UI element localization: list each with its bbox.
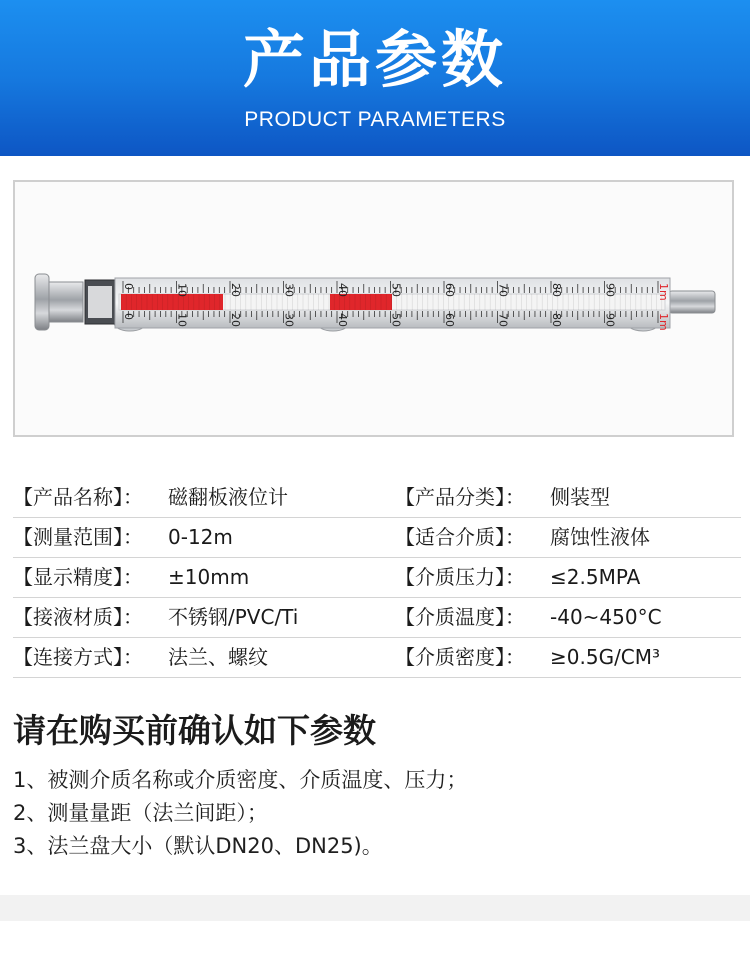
param-label: 【显示精度】： [13, 565, 143, 589]
confirm-list [13, 764, 467, 863]
param-label: 【接液材质】： [13, 605, 143, 629]
footer-spacer [0, 921, 750, 974]
parameter-table [13, 478, 741, 678]
param-value: 法兰、螺纹 [168, 645, 268, 669]
param-value: ±10mm [168, 565, 250, 589]
scale-label: 60 [443, 313, 456, 327]
scale-label: 90 [603, 283, 617, 297]
scale-label: 30 [282, 283, 296, 297]
scale-label: 10 [175, 283, 189, 297]
scale-label: 70 [496, 283, 510, 297]
footer-band [0, 895, 750, 974]
scale-label: 1m [657, 313, 670, 331]
param-label: 【介质密度】： [395, 645, 525, 669]
right-pipe [669, 291, 715, 313]
scale-label: 1m [657, 283, 670, 301]
scale-label: 20 [229, 283, 242, 297]
scale-label: 10 [175, 313, 189, 327]
left-flange [35, 274, 49, 330]
param-value: ≥0.5G/CM³ [550, 645, 661, 669]
param-label: 【测量范围】： [13, 525, 143, 549]
scale-label: 50 [389, 283, 403, 297]
left-flange-neck [49, 282, 83, 322]
name-plate-face [88, 286, 112, 318]
scale-label: 60 [443, 283, 456, 297]
scale-label: 80 [550, 283, 563, 297]
scale-label: 0 [122, 283, 135, 290]
header-banner [0, 0, 750, 156]
page-subtitle: PRODUCT PARAMETERS [244, 108, 506, 131]
product-photo [13, 180, 734, 437]
param-row [13, 518, 741, 558]
confirm-heading: 请在购买前确认如下参数 [13, 711, 376, 750]
param-value: ≤2.5MPA [550, 565, 641, 589]
list-item: 2、测量量距（法兰间距）； [13, 801, 268, 825]
param-value: 侧装型 [550, 485, 610, 509]
scale-label: 30 [282, 313, 296, 327]
param-value: 不锈钢/PVC/Ti [168, 605, 299, 629]
scale-label: 50 [389, 313, 403, 327]
param-label: 【介质压力】： [395, 565, 525, 589]
scale-label: 40 [336, 283, 349, 297]
level-gauge-illustration [15, 182, 732, 435]
scale-label: 0 [122, 313, 135, 320]
param-label: 【产品分类】： [395, 485, 525, 509]
list-item: 1、被测介质名称或介质密度、介质温度、压力； [13, 768, 468, 792]
param-value: -40~450°C [550, 605, 662, 629]
page-title: 产品参数 [242, 23, 507, 96]
param-label: 【适合介质】： [395, 525, 525, 549]
scale-label: 80 [550, 313, 563, 327]
list-item: 3、法兰盘大小（默认DN20、DN25)。 [13, 834, 383, 858]
scale-label: 90 [603, 313, 617, 327]
param-row [13, 478, 741, 518]
param-row [13, 558, 741, 598]
param-label: 【介质温度】： [395, 605, 525, 629]
param-label: 【连接方式】： [13, 645, 143, 669]
param-row [13, 638, 741, 678]
param-value: 腐蚀性液体 [550, 525, 650, 549]
scale-label: 40 [336, 313, 349, 327]
param-label: 【产品名称】： [13, 485, 143, 509]
scale-label: 70 [496, 313, 510, 327]
param-row [13, 598, 741, 638]
param-value: 0-12m [168, 525, 233, 549]
scale-label: 20 [229, 313, 242, 327]
param-value: 磁翻板液位计 [168, 485, 288, 509]
